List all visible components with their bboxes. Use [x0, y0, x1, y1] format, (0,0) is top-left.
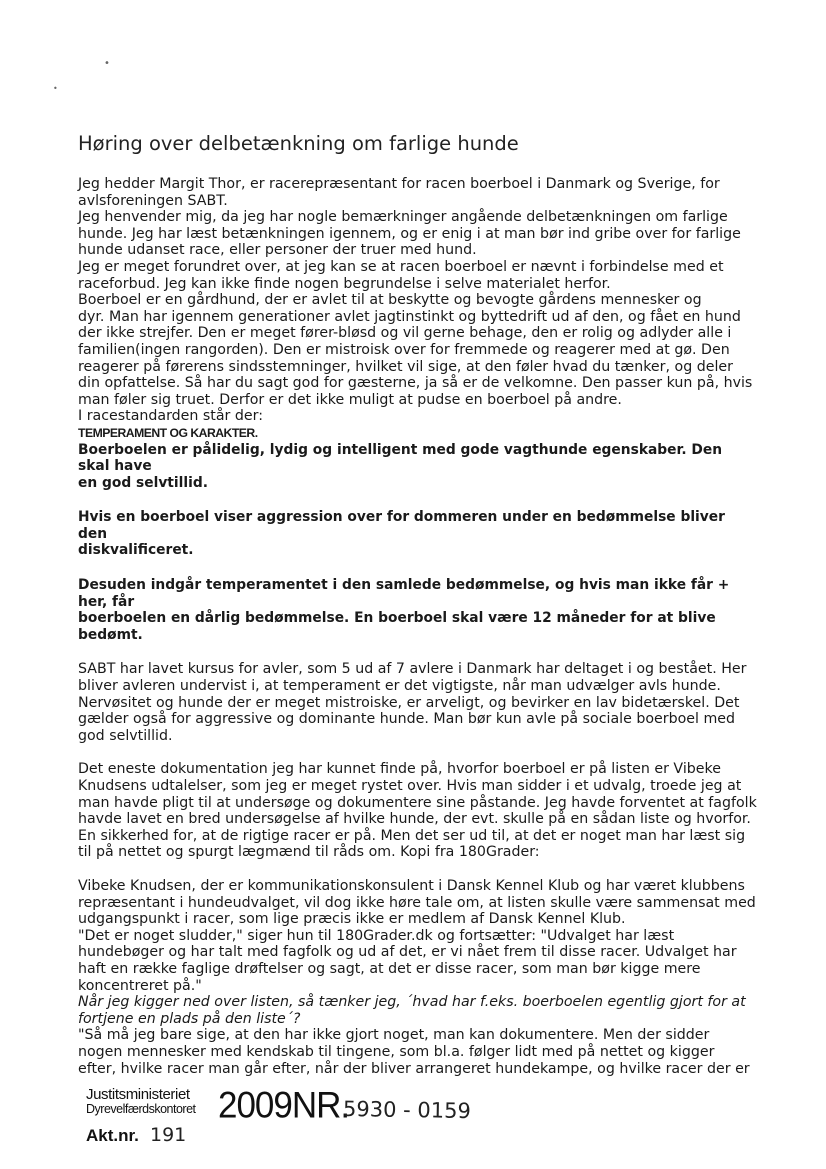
- text-line: hundebøger og har talt med fagfolk og ud af det, er vi nået frem til disse racer. Udvalget har: [78, 944, 737, 961]
- bold-line: diskvalificeret.: [78, 542, 194, 559]
- text-line: havde lavet en bred undersøgelse af hvilke hunde, der evt. skulle på en sådan liste og hvorfor.: [78, 811, 751, 828]
- text-line: Vibeke Knudsen, der er kommunikationskonsulent i Dansk Kennel Klub og har været klubbens: [78, 877, 745, 894]
- bold-line: en god selvtillid.: [78, 474, 208, 491]
- text-line: I racestandarden står der:: [78, 408, 263, 425]
- text-line: Boerboel er en gårdhund, der er avlet til at beskytte og bevogte gårdens mennesker og: [78, 292, 702, 309]
- documentation-paragraph: [78, 761, 758, 861]
- text-line: haft en række faglige drøftelser og sagt, at det er disse racer, som man bør kigge mere: [78, 960, 701, 977]
- text-line: En sikkerhed for, at de rigtige racer er på. Men det ser ud til, at det er noget man har læst sig: [78, 827, 746, 844]
- text-line: avlsforeningen SABT.: [78, 192, 228, 209]
- standard-bold-1: [78, 442, 758, 492]
- stamp-ministry: Justitsministeriet: [86, 1086, 190, 1103]
- text-line: koncentreret på.": [78, 977, 202, 994]
- text-line: man føler sig truet. Derfor er det ikke muligt at pudse en boerboel på andre.: [78, 391, 622, 408]
- text-line: bliver avleren undervist i, at temperament er det vigtigste, når man udvælger avls hunde.: [78, 678, 721, 695]
- handwritten-akt-number: 191: [150, 1124, 187, 1146]
- text-line: udgangspunkt i racer, som lige præcis ikke er medlem af Dansk Kennel Klub.: [78, 911, 626, 928]
- text-line: repræsentant i hundeudvalget, vil dog ikke høre tale om, at listen skulle være sammensat med: [78, 894, 756, 911]
- bold-line: boerboelen en dårlig bedømmelse. En boerboel skal være 12 måneder for at blive bedømt.: [78, 610, 716, 643]
- standard-bold-3: [78, 577, 758, 643]
- stamp-akt-label: Akt.nr.: [86, 1126, 139, 1145]
- text-line: Jeg hedder Margit Thor, er racerepræsentant for racen boerboel i Danmark og Sverige, for: [78, 176, 720, 192]
- quote-paragraph: [78, 878, 758, 1077]
- document-title: Høring over delbetænkning om farlige hunde: [78, 132, 519, 155]
- standard-bold-2: [78, 509, 758, 559]
- speck-mark: •: [104, 58, 110, 69]
- document-body: [78, 176, 758, 1077]
- speck-mark: •: [53, 84, 58, 93]
- stamp-year: 2009NR.: [218, 1085, 350, 1126]
- text-line: Knudsens udtalelser, som jeg er meget rystet over. Hvis man sidder i et udvalg, troede jeg at: [78, 778, 742, 794]
- text-line: god selvtillid.: [78, 727, 173, 744]
- text-line: Jeg henvender mig, da jeg har nogle bemærkninger angående delbetænkningen om farlige: [78, 209, 728, 226]
- text-line: "Så må jeg bare sige, at den har ikke gjort noget, man kan dokumentere. Men der sidder: [78, 1027, 710, 1044]
- text-line: efter, hvilke racer man går efter, når der bliver arrangeret hundekampe, og hvilke racer der er: [78, 1060, 750, 1077]
- text-line: til på nettet og spurgt lægmænd til råds om. Kopi fra 180Grader:: [78, 844, 540, 861]
- text-line: nogen mennesker med kendskab til tingene, som bl.a. følger lidt med på nettet og kigger: [78, 1043, 715, 1060]
- text-line: man havde pligt til at undersøge og dokumentere sine påstande. Jeg havde forventet at fagfolk: [78, 794, 757, 811]
- intro-paragraph: [78, 176, 758, 425]
- text-line: Jeg er meget forundret over, at jeg kan se at racen boerboel er nævnt i forbindelse med et: [78, 258, 724, 275]
- text-line: gælder også for aggressive og dominante hunde. Man bør kun avle på sociale boerboel med: [78, 711, 735, 728]
- text-line: familien(ingen rangorden). Den er mistroisk over for fremmede og reagerer med at gø. Den: [78, 341, 730, 358]
- stamp-office: Dyrevelfærdskontoret: [86, 1102, 196, 1116]
- text-line: raceforbud. Jeg kan ikke finde nogen begrundelse i selve materialet herfor.: [78, 275, 611, 292]
- text-line: Nervøsitet og hunde der er meget mistroiske, er arveligt, og bevirker en lav bidetærskel. Det: [78, 694, 740, 711]
- bold-line: Desuden indgår temperamentet i den samlede bedømmelse, og hvis man ikke får + her, får: [78, 577, 730, 610]
- text-line: dyr. Man har igennem generationer avlet jagtinstinkt og byttedrift ud af den, og fået en hund: [78, 308, 741, 325]
- text-line: SABT har lavet kursus for avler, som 5 ud af 7 avlere i Danmark har deltaget i og bestået. Her: [78, 661, 747, 678]
- text-line: hunde udanset race, eller personer der truer med hund.: [78, 242, 477, 259]
- italic-line: Når jeg kigger ned over listen, så tænker jeg, ´hvad har f.eks. boerboelen egentlig gjort for at: [78, 994, 746, 1011]
- text-line: Det eneste dokumentation jeg har kunnet finde på, hvorfor boerboel er på listen er Vibeke: [78, 761, 721, 778]
- text-line: "Det er noget sludder," siger hun til 180Grader.dk og fortsætter: "Udvalget har læst: [78, 927, 675, 944]
- sabt-paragraph: [78, 661, 758, 744]
- standard-heading: TEMPERAMENT OG KARAKTER.: [78, 425, 258, 440]
- text-line: din opfattelse. Så har du sagt god for gæsterne, ja så er de velkomne. Den passer kun på, hvis: [78, 375, 753, 392]
- text-line: der ikke strejfer. Den er meget fører-bløsd og vil gerne behage, den er rolig og adlyder alle i: [78, 325, 732, 342]
- text-line: reagerer på førerens sindsstemninger, hvilket vil sige, at den føler hvad du tænker, og deler: [78, 358, 733, 375]
- italic-line: fortjene en plads på den liste´?: [78, 1010, 301, 1027]
- text-line: hunde. Jeg har læst betænkningen igennem, og er enig i at man bør ind gribe over for farlige: [78, 225, 741, 242]
- handwritten-number: 5930 - 0159: [342, 1096, 472, 1124]
- bold-line: Hvis en boerboel viser aggression over for dommeren under en bedømmelse bliver den: [78, 509, 725, 542]
- bold-line: Boerboelen er pålidelig, lydig og intelligent med gode vagthunde egenskaber. Den skal have: [78, 441, 723, 475]
